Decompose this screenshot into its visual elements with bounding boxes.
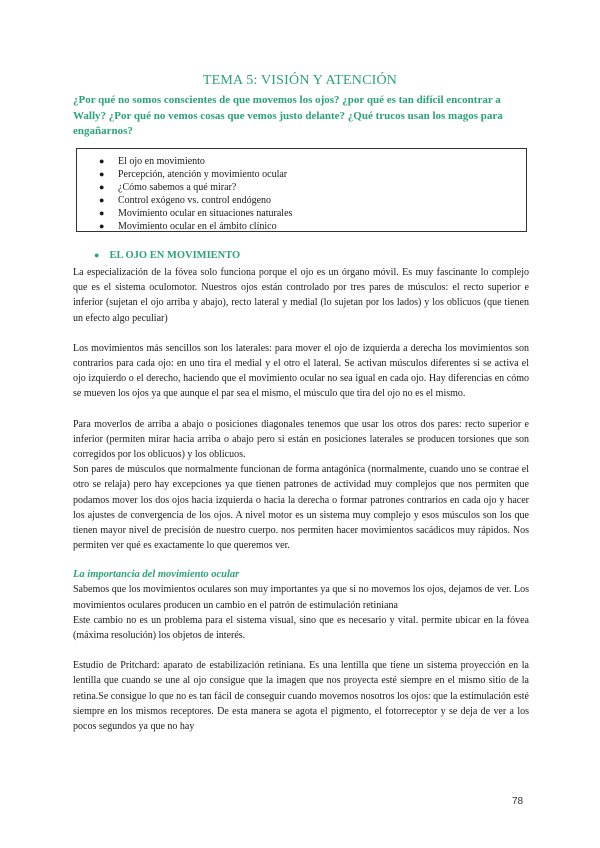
bullet-icon: ●	[99, 182, 105, 192]
section-heading: ● EL OJO EN MOVIMIENTO	[94, 250, 241, 261]
toc-item: ● Movimiento ocular en situaciones naturales	[99, 208, 293, 219]
toc-item: ● Movimiento ocular en el ámbito clínico	[99, 221, 277, 232]
paragraph: Estudio de Pritchard: aparato de estabilización retiniana. Es una lentilla que tiene un sistema proyección en la lentilla que cuando se une al ojo consigue que la imagen que nos proyecta esté siempre en el mismo sitio de la retina.Se consigue lo que no es tan fácil de conseguir cuando movemos nosotros los ojos: que la estimulación esté siempre en los mismos receptores. De esta manera se agota el pigmento, el fotorreceptor y se deja de ver a los pocos segundos ya que no hay	[73, 660, 529, 733]
table-of-contents	[76, 148, 527, 232]
paragraph: La especialización de la fóvea solo funciona porque el ojo es un órgano móvil. Es muy fascinante lo complejo que es el sistema oculomotor. Nuestros ojos están controlado por tres pares de músculos: el recto superior e inferior (sujetan el ojo arriba y abajo), recto lateral y medial (lo sujetan por los lados) y los oblicuos (que tienen un efecto algo peculiar)	[73, 267, 529, 324]
paragraph: Son pares de músculos que normalmente funcionan de forma antagónica (normalmente, cuando uno se contrae el otro se relaja) pero hay excepciones ya que tienen patrones de actividad muy complejos que nos permiten que podamos mover los dos ojos hacia izquierda o hacia la derecha o formar patrones contrarios en cada ojo y hacer los ajustes de convergencia de los ojos. A nivel motor es un sistema muy complejo y esos músculos son los que tienen mayor nivel de precisión de nuestro cuerpo. nos permiten hacer movimientos sacádicos muy rápidos. Nos permiten ver qué es exactamente lo que queremos ver.	[73, 464, 529, 552]
chapter-subtitle: ¿Por qué no somos conscientes de que movemos los ojos? ¿por qué es tan difícil encontrar a Wally? ¿Por qué no vemos cosas que vemos justo delante? ¿Qué trucos usan los magos para engañarnos?	[73, 94, 503, 137]
paragraph: Este cambio no es un problema para el sistema visual, sino que es necesario y vital. permite ubicar en la fóvea (máxima resolución) los objetos de interés.	[73, 614, 529, 642]
bullet-icon: ●	[99, 208, 105, 218]
toc-item: ● ¿Cómo sabemos a qué mirar?	[99, 182, 237, 193]
page-number: 78	[512, 796, 524, 807]
bullet-icon: ●	[99, 195, 105, 205]
page-title: TEMA 5: VISIÓN Y ATENCIÓN	[202, 73, 398, 88]
toc-item: ● Percepción, atención y movimiento ocular	[99, 169, 288, 180]
paragraph: Sabemos que los movimientos oculares son muy importantes ya que si no movemos los ojos, dejamos de ver. Los movimientos oculares producen un cambio en el patrón de estimulación retiniana	[73, 584, 529, 611]
toc-item: ● Control exógeno vs. control endógeno	[99, 195, 272, 206]
toc-item: ● El ojo en movimiento	[99, 156, 205, 167]
bullet-icon: ●	[94, 250, 100, 260]
bullet-icon: ●	[99, 221, 105, 231]
bullet-icon: ●	[99, 156, 105, 166]
paragraph: Para moverlos de arriba a abajo o posiciones diagonales tenemos que usar los otros dos pares: recto superior e inferior (permiten mirar hacia arriba o abajo pero si están en posiciones laterales se producen torsiones que son corregidos por los oblicuos) y los oblicuos.	[73, 418, 529, 461]
body-text	[73, 265, 529, 734]
paragraph: Los movimientos más sencillos son los laterales: para mover el ojo de izquierda a derecha los movimientos son contrarios para cada ojo: en uno tira el medial y el otro el lateral. Se activan músculos diferentes si se activa el ojo izquierdo o el derecho, haciendo que el movimiento ocular no sea igual en cada ojo. Hay diferencias en cómo se mueven los ojos ya que aunque el par sea el mismo, el músculo que tira del ojo no es el mismo.	[73, 342, 529, 400]
bullet-icon: ●	[99, 169, 105, 179]
sub-heading: La importancia del movimiento ocular	[73, 569, 240, 581]
